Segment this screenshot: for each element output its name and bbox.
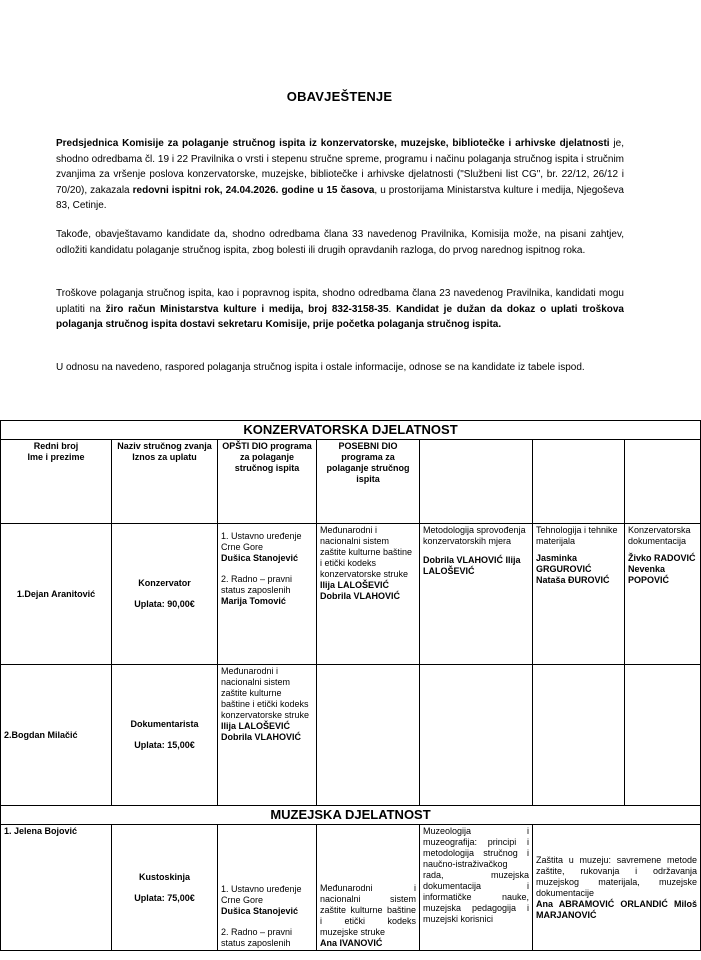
exam-subject: Konzervatorska dokumentacija [628, 525, 691, 546]
header-candidate: Redni broj Ime i prezime [1, 440, 112, 524]
candidate-name: 1. Jelena Bojović [1, 825, 112, 951]
exam-subject: Metodologija sprovođenja konzervatorskih mjera [423, 525, 526, 546]
paragraph-postponement: Takođe, obavještavamo kandidate da, shodno odredbama člana 33 navedenog Pravilnika, Komisija može, na pisani zahtjev, odložiti kandidatu polaganje stručnog ispita, zbog bolesti ili drugih opravdanih razloga, do prvog narednog ispitnog roka. [56, 229, 624, 256]
section-title: KONZERVATORSKA DJELATNOST [1, 421, 701, 440]
examiner: Živko RADOVIĆ Nevenka POPOVIĆ [628, 553, 696, 585]
exam-subject: Međunarodni i nacionalni sistem zaštite kulturne baštine i etički kodeks konzervatorske struke [320, 525, 413, 579]
candidate-name: 2.Bogdan Milačić [1, 665, 112, 806]
title-payment-cell [112, 825, 218, 951]
exam-subject: 2. Radno – pravni status zaposlenih [221, 574, 293, 595]
paragraph-text: je, shodno odredbama čl. 19 i 22 Pravilnika o vrsti i stepenu stručne spreme, programu i načinu polaganja stručnog ispita i stručnim zvanjima za vršenje poslova konzervatorske, muzejske, bibliotečke i arhivske djelatnosti ("Službeni list CG", br. 22/12, 26/12 i 70/20), zakazala [56, 138, 624, 196]
payment-amount: Uplata: 75,00€ [134, 892, 195, 903]
candidate-name: 1.Dejan Aranitović [1, 524, 112, 665]
title-payment-cell [112, 524, 218, 665]
examiner: Ilija LALOŠEVIĆ Dobrila VLAHOVIĆ [221, 721, 302, 742]
payment-proof-text: Kandidat je dužan da dokaz o uplati troškova polaganja stručnog ispita dostavi sekretaru Komisije, prije početka polaganja stručnog ispita. [56, 303, 624, 330]
examiner: Jasminka GRGUROVIĆ Nataša ĐUROVIĆ [536, 553, 610, 585]
section-header-conservation [1, 421, 701, 440]
paragraph-text: Troškove polaganja stručnog ispita, kao i popravnog ispita, shodno odredbama člana 23 navedenog Pravilnika, kandidati mogu uplatiti na [56, 288, 624, 315]
payment-amount: Uplata: 15,00€ [134, 740, 195, 750]
table-header-row [1, 440, 701, 524]
examiner: Dobrila VLAHOVIĆ Ilija LALOŠEVIĆ [423, 555, 521, 576]
header-empty [420, 440, 533, 524]
header-empty [533, 440, 625, 524]
paragraph-announcement [56, 136, 624, 214]
examiner: Dušica Stanojević [221, 553, 299, 563]
table-row [1, 825, 701, 951]
exam-subject: Zaštita u muzeju: savremene metode zaštite, rukovanja i održavanja muzejskog materijala, muzejske dokumentacije [536, 854, 698, 898]
exam-subject: Muzeologija i muzeografija: principi i metodologija stručnog i naučno-istraživačkog rada, muzejska dokumentacija i informatičke nauke, muzejska pedagogija i muzejski korisnici [423, 826, 529, 924]
empty-cell [533, 665, 625, 806]
exam-subject: Međunarodni i nacionalni sistem zaštite kulturne baštine i etički kodeks konzervatorske struke [221, 666, 310, 720]
exam-subject: 1. Ustavno uređenje Crne Gore [221, 531, 302, 552]
paragraph-schedule-note: U odnosu na navedeno, raspored polaganja stručnog ispita i ostale informacije, odnose se na kandidate iz tabele ispod. [56, 362, 585, 373]
professional-title: Kustoskinja [138, 871, 190, 882]
section-header-museum [1, 806, 701, 825]
general-part-cell [218, 524, 317, 665]
special-part-cell [420, 524, 533, 665]
title-payment-cell [112, 665, 218, 806]
empty-cell [317, 665, 420, 806]
examiner: Ana ABRAMOVIĆ ORLANDIĆ Miloš MARJANOVIĆ [536, 898, 698, 920]
special-part-cell [533, 524, 625, 665]
committee-chair-text: Predsjednica Komisije za polaganje stručnog ispita iz konzervatorske, muzejske, bibliotečke i arhivske djelatnosti [56, 138, 610, 149]
examiner: Marija Tomović [221, 596, 286, 606]
examiner: Ilija LALOŠEVIĆ Dobrila VLAHOVIĆ [320, 580, 401, 601]
exam-subject: 1. Ustavno uređenje Crne Gore [221, 884, 302, 905]
general-part-cell [218, 825, 317, 951]
special-part-cell [533, 825, 701, 951]
exam-subject: 2. Radno – pravni status zaposlenih [221, 927, 293, 948]
exam-schedule-table [0, 420, 701, 951]
special-part-cell [317, 524, 420, 665]
table-row [1, 665, 701, 806]
header-special-part: POSEBNI DIO programa za polaganje stručnog ispita [317, 440, 420, 524]
general-part-cell [218, 665, 317, 806]
empty-cell [625, 665, 701, 806]
header-general-part: OPŠTI DIO programa za polaganje stručnog ispita [218, 440, 317, 524]
professional-title: Dokumentarista [130, 719, 199, 729]
examiner: Dušica Stanojević [221, 906, 299, 916]
paragraph-text: . [388, 303, 397, 315]
exam-subject: Međunarodni i nacionalni sistem zaštite kulturne baštine i etički kodeks muzejske struke [320, 883, 416, 937]
examiner: Ana IVANOVIĆ [320, 938, 383, 948]
special-part-cell [625, 524, 701, 665]
header-title-payment: Naziv stručnog zvanja Iznos za uplatu [112, 440, 218, 524]
bank-account-text: žiro račun Ministarstva kulture i medija, broj 832-3158-35 [105, 303, 389, 315]
section-title: MUZEJSKA DJELATNOST [1, 806, 701, 825]
table-row [1, 524, 701, 665]
special-part-cell [317, 825, 420, 951]
exam-date-text: redovni ispitni rok, 24.04.2026. godine u 15 časova [132, 184, 375, 196]
empty-cell [420, 665, 533, 806]
paragraph-text: , u prostorijama Ministarstva kulture i medija, Njegoševa 83, Cetinje. [56, 184, 624, 211]
paragraph-costs [56, 286, 624, 333]
professional-title: Konzervator [138, 578, 191, 588]
header-empty [625, 440, 701, 524]
exam-subject: Tehnologija i tehnike materijala [536, 525, 618, 546]
special-part-cell [420, 825, 533, 951]
payment-amount: Uplata: 90,00€ [134, 599, 195, 609]
page-title: OBAVJEŠTENJE [286, 89, 393, 104]
